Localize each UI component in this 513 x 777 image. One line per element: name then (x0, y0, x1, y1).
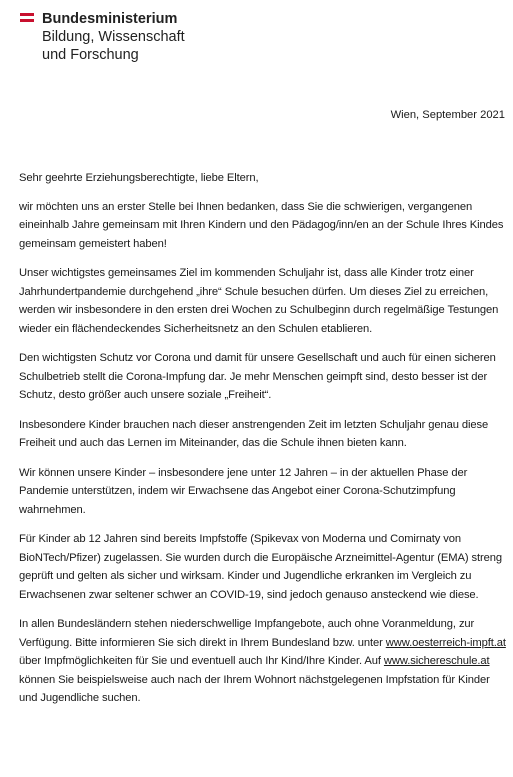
ministry-name-line1: Bundesministerium (42, 11, 178, 27)
paragraph-offers (19, 615, 507, 708)
ministry-name-line2: Bildung, Wissenschaft (42, 29, 185, 45)
paragraph-freedom: Insbesondere Kinder brauchen nach dieser anstrengenden Zeit im letzten Schuljahr genau diese Freiheit und auch das Lernen im Miteinander, das die Schule ihnen bieten kann. (19, 418, 489, 449)
letter-date: Wien, September 2021 (390, 109, 505, 121)
offers-text-1: In allen Bundesländern stehen niederschwellige Impfangebote, auch ohne Voranmeldung, zur Verfügung. Bitte informieren Sie sich direkt in Ihrem Bundesland bzw. unter (19, 618, 475, 649)
paragraph-thanks: wir möchten uns an erster Stelle bei Ihnen bedanken, dass Sie die schwierigen, vergangenen eineinhalb Jahre gemeinsam mit Ihren Kindern und den Pädagog/inn/en an der Schule Ihres Kindes gemeinsam gemeistert haben! (19, 200, 504, 250)
ministry-name-line3: und Forschung (42, 47, 139, 63)
letter-body (19, 169, 507, 719)
ministry-name (42, 10, 282, 64)
link-oesterreich-impft[interactable]: www.oesterreich-impft.at (385, 636, 506, 649)
paragraph-protection: Den wichtigsten Schutz vor Corona und damit für unsere Gesellschaft und auch für einen sicheren Schulbetrieb stellt die Corona-Impfung dar. Je mehr Menschen geimpft sind, desto besser ist der Schutz, desto größer auch unsere soziale „Freiheit“. (19, 352, 496, 401)
paragraph-vaccines: Für Kinder ab 12 Jahren sind bereits Impfstoffe (Spikevax von Moderna und Comirnaty von BioNTech/Pfizer) zugelassen. Sie wurden durch die Europäische Arzneimittel-Agentur (EMA) streng geprüft und gelten als sicher und wirksam. Kinder und Jugendliche erkranken im Vergleich zu Erwachsenen zwar seltener schwer an COVID-19, sind jedoch genauso ansteckend wie diese. (19, 533, 502, 601)
salutation: Sehr geehrte Erziehungsberechtigte, liebe Eltern, (19, 172, 259, 184)
link-sichereschule[interactable]: www.sichereschule.at (383, 655, 490, 667)
offers-text-3: können Sie beispielsweise auch nach der Ihrem Wohnort nächstgelegenen Impfstation für Kinder und Jugendliche suchen. (19, 673, 490, 704)
paragraph-support: Wir können unsere Kinder – insbesondere jene unter 12 Jahren – in der aktuellen Phase der Pandemie unterstützen, indem wir Erwachsene das Angebot einer Corona-Schutzimpfung wahrnehmen. (19, 466, 468, 516)
austrian-flag-icon (20, 13, 34, 22)
offers-text-2: über Impfmöglichkeiten für Sie und eventuell auch Ihr Kind/Ihre Kinder. Auf (19, 655, 384, 667)
paragraph-goal: Unser wichtigstes gemeinsames Ziel im kommenden Schuljahr ist, dass alle Kinder trotz einer Jahrhundertpandemie durchgehend „ihre“ Schule besuchen dürfen. Um dieses Ziel zu erreichen, werden wir insbesondere in den ersten drei Wochen zu Schulbeginn durch regelmäßige Testungen wieder ein flächendeckendes Sicherheitsnetz an den Schulen etablieren. (19, 267, 499, 335)
